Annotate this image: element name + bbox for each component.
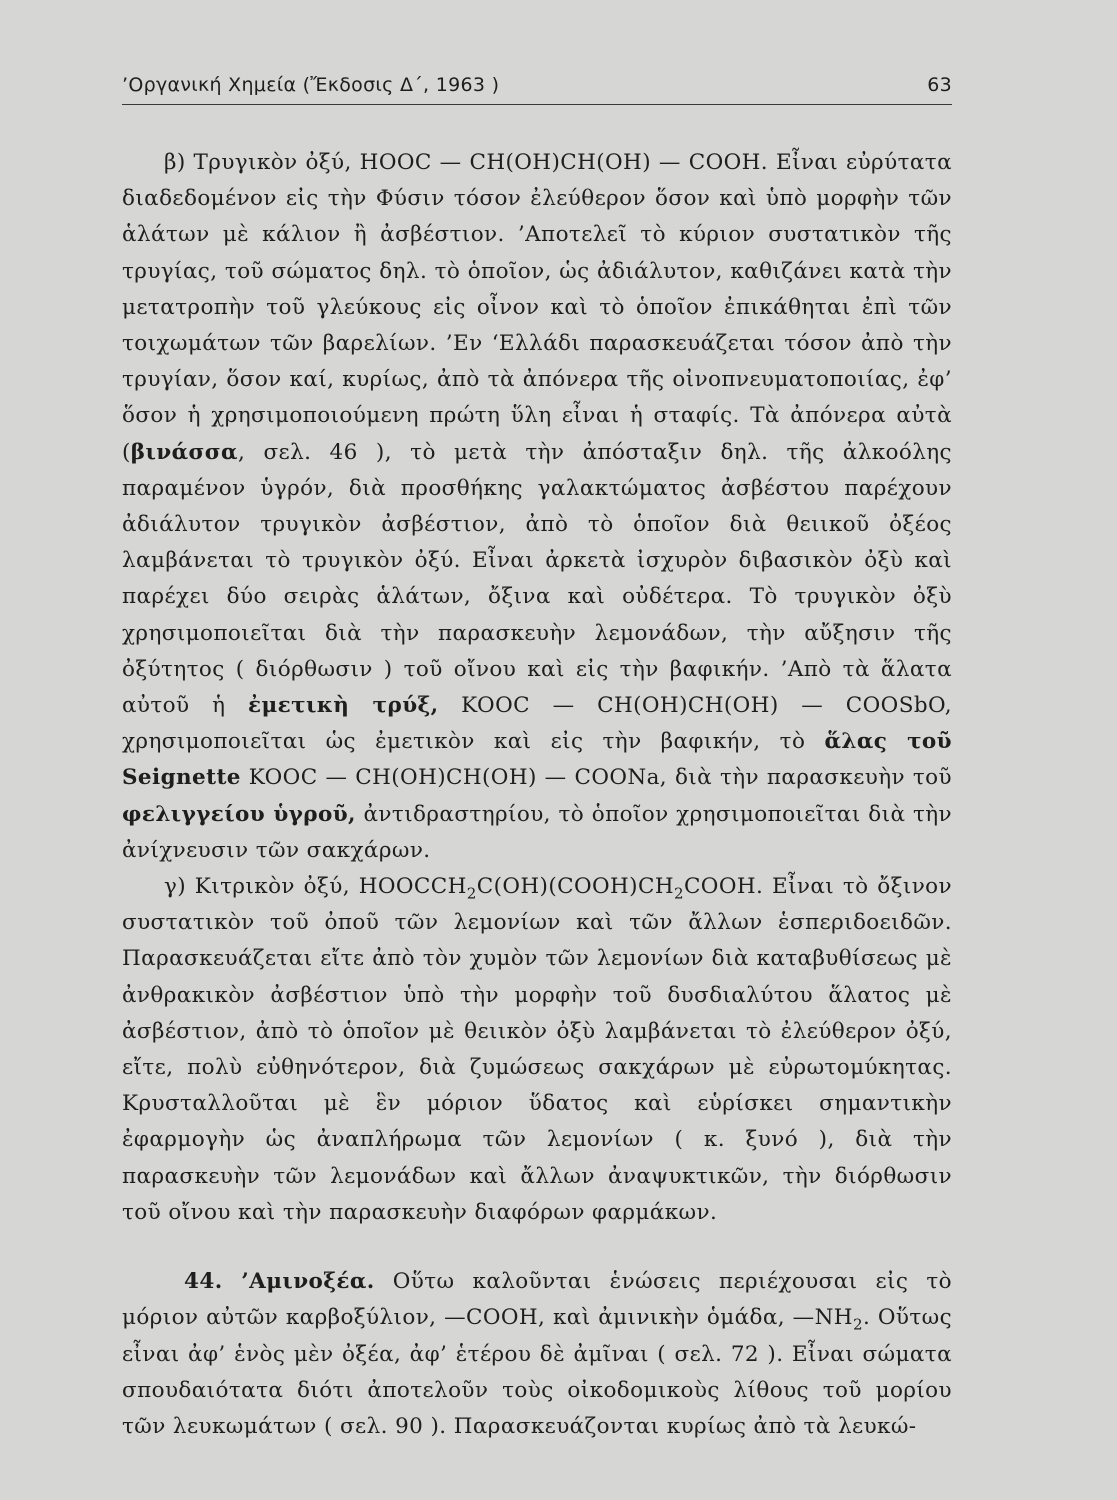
term-vinassa: βινάσσα [130,439,238,465]
running-title: ’Οργανική Χημεία (Ἔκδοσις Δ΄, 1963 ) [122,74,500,96]
page-number: 63 [927,74,952,96]
paragraph-citric-acid: γ) Κιτρικὸν ὀξύ, $HOOCCH_2C(OH)(COOH)CH_2COOH$. Εἶναι τὸ ὄξινον συστατικὸν τοῦ ὀποῦ τῶν λεμονίων καὶ τῶν ἄλλων ἑσπεριδοειδῶν. Παρασκευάζεται εἴτε ἀπὸ τὸν χυμὸν τῶν λεμονίων διὰ καταβυθίσεως μὲ ἀνθρακικὸν ἀσβέστιον ὑπὸ τὴν μορφὴν τοῦ δυσδιαλύτου ἅλατος μὲ ἀσβέστιον, ἀπὸ τὸ ὁποῖον μὲ θειικὸν ὀξὺ λαμβάνεται τὸ ἐλεύθερον ὀξύ, εἴτε, πολὺ εὐθηνότερον, διὰ ζυμώσεως σακχάρων μὲ εὐρωτομύκητας. Κρυσταλλοῦται μὲ ἓν μόριον ὕδατος καὶ εὑρίσκει σημαντικὴν ἐφαρμογὴν ὡς ἀναπλήρωμα τῶν λεμονίων ( κ. ξυνό ), διὰ τὴν παρασκευὴν τῶν λεμονάδων καὶ ἄλλων ἀναψυκτικῶν, τὴν διόρθωσιν τοῦ οἴνου καὶ τὴν παρασκευὴν διαφόρων φαρμάκων. [122,874,952,1225]
section-heading: 44. ’Αμινοξέα. [184,1269,375,1295]
term-fehling-solution: φελιγγείου ὑγροῦ, [122,801,356,827]
term-seignette-salt: ἅλας τοῦ Seignette [122,729,952,791]
term-emetic-tartar: ἐμετικὴ τρύξ, [248,693,439,719]
section-44-amino-acids: 44. ’Αμινοξέα. Οὕτω καλοῦνται ἑνώσεις περιέχουσαι εἰς τὸ μόριον αὐτῶν καρβοξύλιον, —COOH, καὶ ἀμινικὴν ὁμάδα, $—NH_2$. Οὕτως εἶναι ἀφ’ ἑνὸς μὲν ὀξέα, ἀφ’ ἑτέρου δὲ ἀμῖναι ( σελ. 72 ). Εἶναι σώματα σπουδαιότατα διότι ἀποτελοῦν τοὺς οἰκοδομικοὺς λίθους τοῦ μορίου τῶν λευκωμάτων ( σελ. 90 ). Παρασκευάζονται κυρίως ἀπὸ τὰ λευκώ- [122,1269,953,1439]
body-text [122,145,952,1445]
paragraph-tartaric-acid: β) Τρυγικὸν ὀξύ, HOOC — CH(OH)CH(OH) — COOH. Εἶναι εὐρύτατα διαδεδομένον εἰς τὴν Φύσιν τόσον ἐλεύθερον ὅσον καὶ ὑπὸ μορφὴν τῶν ἁλάτων μὲ κάλιον ἢ ἀσβέστιον. ’Αποτελεῖ τὸ κύριον συστατικὸν τῆς τρυγίας, τοῦ σώματος δηλ. τὸ ὁποῖον, ὡς ἀδιάλυτον, καθιζάνει κατὰ τὴν μετατροπὴν τοῦ γλεύκους εἰς οἶνον καὶ τὸ ὁποῖον ἐπικάθηται ἐπὶ τῶν τοιχωμάτων τῶν βαρελίων. ’Εν ‘Ελλάδι παρασκευάζεται τόσον ἀπὸ τὴν τρυγίαν, ὅσον καί, κυρίως, ἀπὸ τὰ ἀπόνερα τῆς οἰνοπνευματοποιίας, ἐφ’ ὅσον ἡ χρησιμοποιούμενη πρώτη ὕλη εἶναι ἡ σταφίς. Τὰ ἀπόνερα αὐτὰ (βινάσσα, σελ. 46 ), τὸ μετὰ τὴν ἀπόσταξιν δηλ. τῆς ἀλκοόλης παραμένον ὑγρόν, διὰ προσθήκης γαλακτώματος ἀσβέστου παρέχουν ἀδιάλυτον τρυγικὸν ἀσβέστιον, ἀπὸ τὸ ὁποῖον διὰ θειικοῦ ὀξέος λαμβάνεται τὸ τρυγικὸν ὀξύ. Εἶναι ἀρκετὰ ἰσχυρὸν διβασικὸν ὀξὺ καὶ παρέχει δύο σειρὰς ἁλάτων, ὄξινα καὶ οὐδέτερα. Τὸ τρυγικὸν ὀξὺ χρησιμοποιεῖται διὰ τὴν παρασκευὴν λεμονάδων, τὴν αὔξησιν τῆς ὀξύτητος ( διόρθωσιν ) τοῦ οἴνου καὶ εἰς τὴν βαφικήν. ’Απὸ τὰ ἅλατα αὐτοῦ ἡ ἐμετικὴ τρύξ, KOOC — CH(OH)CH(OH) — COOSbO, χρησιμοποιεῖται ὡς ἐμετικὸν καὶ εἰς τὴν βαφικήν, τὸ ἅλας τοῦ Seignette KOOC — CH(OH)CH(OH) — COONa, διὰ τὴν παρασκευὴν τοῦ φελιγγείου ὑγροῦ, ἀντιδραστηρίου, τὸ ὁποῖον χρησιμοποιεῖται διὰ τὴν ἀνίχνευσιν τῶν σακχάρων. [122,150,952,863]
running-header [122,70,952,105]
